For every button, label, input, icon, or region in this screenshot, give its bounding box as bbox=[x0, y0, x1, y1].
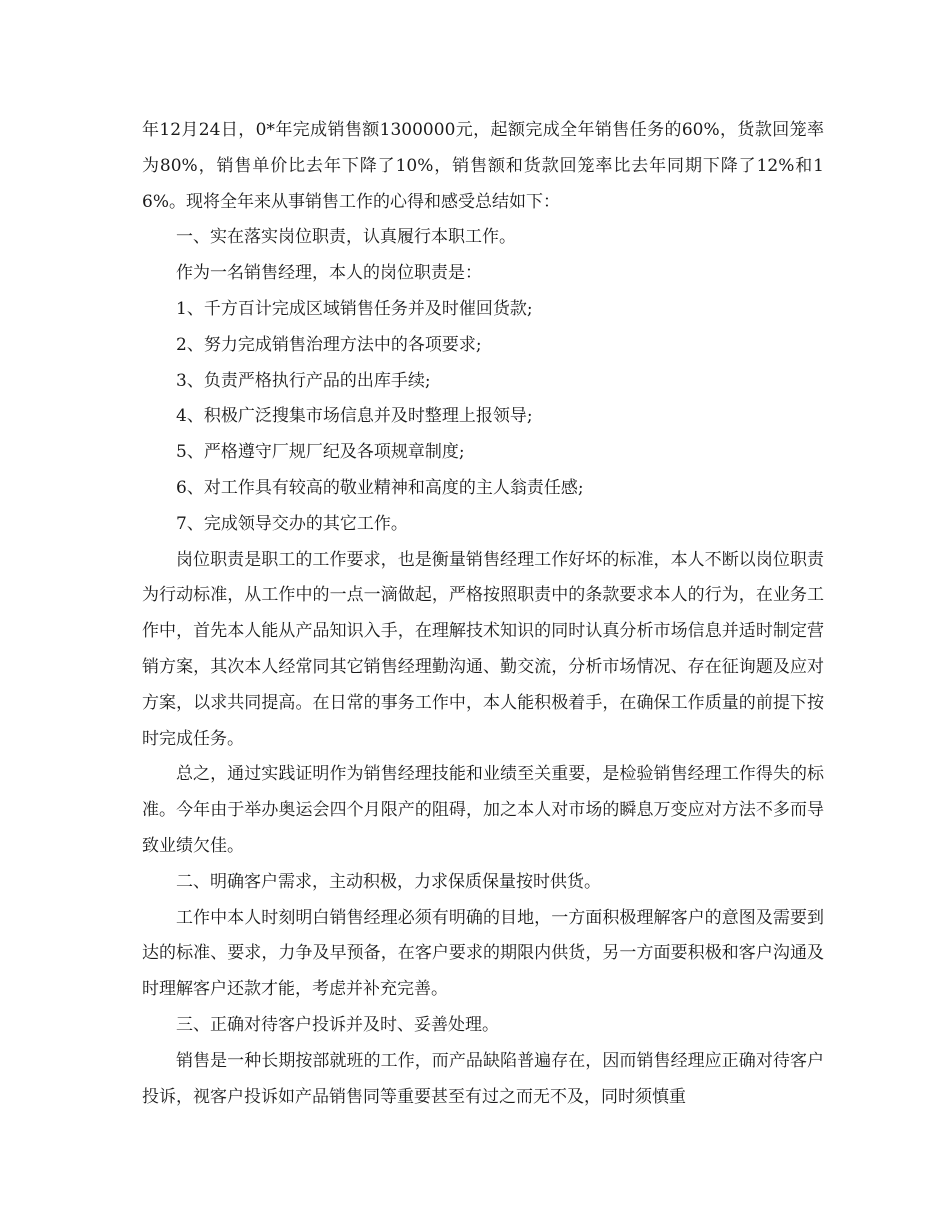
paragraph: 岗位职责是职工的工作要求，也是衡量销售经理工作好坏的标准，本人不断以岗位职责为行动标准，从工作中的一点一滴做起，严格按照职责中的条款要求本人的行为，在业务工作中，首先本人能从产品知识入手，在理解技术知识的同时认真分析市场信息并适时制定营销方案，其次本人经常同其它销售经理勤沟通、勤交流，分析市场情况、存在征询题及应对方案，以求共同提高。在日常的事务工作中，本人能积极着手，在确保工作质量的前提下按时完成任务。 bbox=[142, 549, 824, 749]
paragraph: 总之，通过实践证明作为销售经理技能和业绩至关重要，是检验销售经理工作得失的标准。今年由于举办奥运会四个月限产的阻碍，加之本人对市场的瞬息万变应对方法不多而导致业绩欠佳。 bbox=[142, 764, 824, 856]
list-item: 1、千方百计完成区域销售任务并及时催回货款; bbox=[176, 298, 533, 319]
list-item: 2、努力完成销售治理方法中的各项要求; bbox=[176, 334, 482, 355]
paragraph: 年12月24日，0*年完成销售额1300000元，起额完成全年销售任务的60%，货款回笼率为80%，销售单价比去年下降了10%，销售额和货款回笼率比去年同期下降了12%和16%。现将全年来从事销售工作的心得和感受总结如下： bbox=[142, 120, 824, 212]
paragraph: 工作中本人时刻明白销售经理必须有明确的目地，一方面积极理解客户的意图及需要到达的标准、要求，力争及早预备，在客户要求的期限内供货，另一方面要积极和客户沟通及时理解客户还款才能，考虑并补充完善。 bbox=[142, 907, 824, 1000]
section-heading: 一、实在落实岗位职责，认真履行本职工作。 bbox=[176, 227, 516, 248]
paragraph: 销售是一种长期按部就班的工作，而产品缺陷普遍存在，因而销售经理应正确对待客户投诉，视客户投诉如产品销售同等重要甚至有过之而无不及，同时须慎重 bbox=[142, 1050, 824, 1107]
list-item: 6、对工作具有较高的敬业精神和高度的主人翁责任感; bbox=[176, 477, 584, 498]
list-item: 7、完成领导交办的其它工作。 bbox=[176, 513, 408, 534]
list-item: 4、积极广泛搜集市场信息并及时整理上报领导; bbox=[176, 406, 533, 427]
list-item: 5、严格遵守厂规厂纪及各项规章制度; bbox=[176, 442, 465, 463]
section-heading: 三、正确对待客户投诉并及时、妥善处理。 bbox=[176, 1014, 499, 1035]
section-heading: 二、明确客户需求，主动积极，力求保质保量按时供货。 bbox=[176, 871, 601, 892]
paragraph: 作为一名销售经理，本人的岗位职责是： bbox=[176, 263, 482, 284]
list-item: 3、负责严格执行产品的出库手续; bbox=[176, 370, 431, 391]
document-body bbox=[142, 113, 824, 1115]
